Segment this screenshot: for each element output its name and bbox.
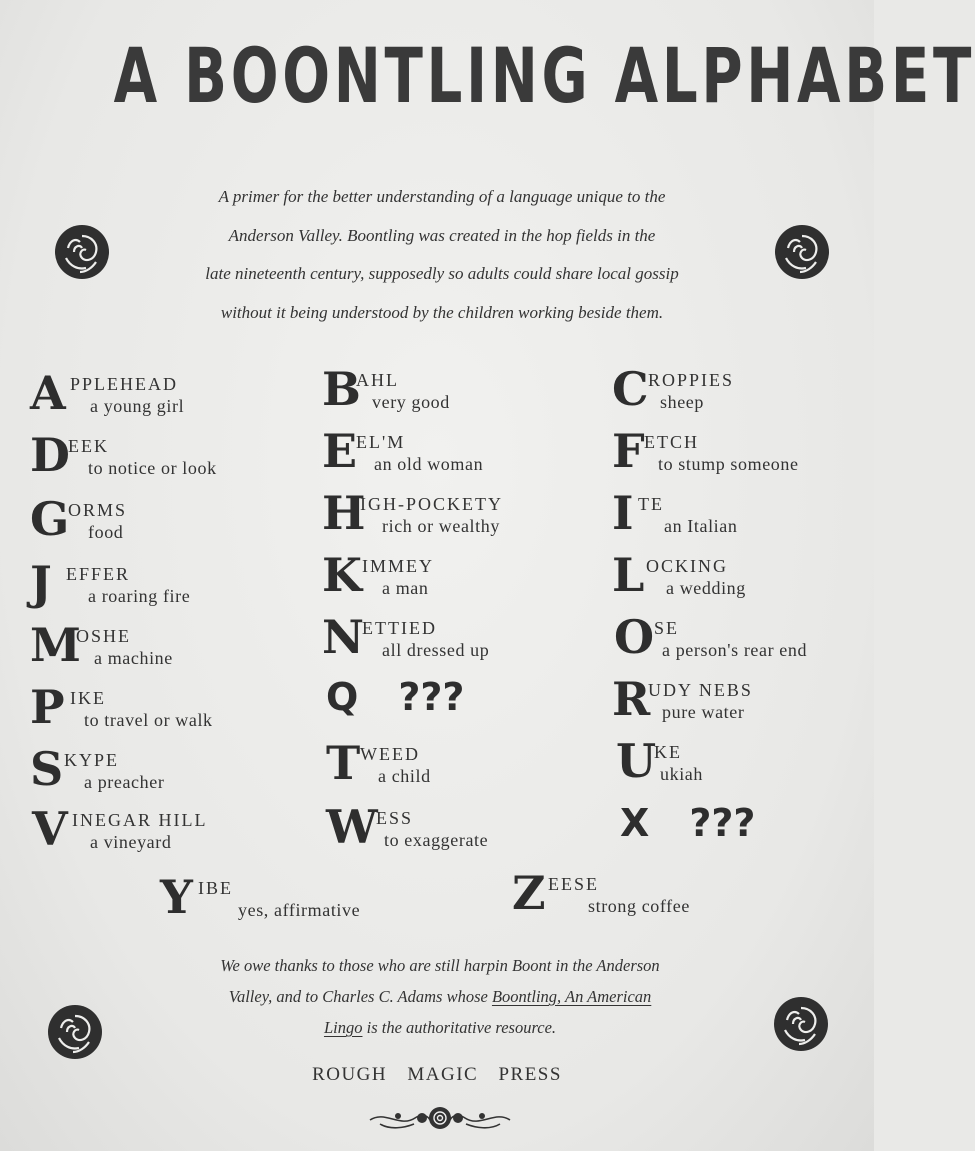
entry-initial: C (612, 362, 649, 416)
intro-line: late nineteenth century, supposedly so adults could share local gossip (205, 264, 679, 283)
entry-u (616, 734, 866, 798)
entry-word: IMMEY (362, 556, 434, 576)
entry-word: ETTIED (362, 618, 437, 638)
entry-initial: K (322, 548, 362, 602)
entry-initial: W (326, 800, 378, 854)
entry-r (612, 672, 862, 736)
entry-initial: U (616, 734, 657, 788)
entry-initial: X (620, 801, 650, 845)
entry-definition: yes, affirmative (238, 900, 361, 920)
rose-ornament-icon (771, 994, 831, 1054)
entry-definition: pure water (662, 702, 745, 722)
entry-definition: a wedding (666, 578, 746, 598)
entry-e (322, 424, 582, 488)
entry-initial: O (614, 610, 655, 664)
entry-z (512, 866, 772, 930)
floral-flourish-icon (360, 1098, 520, 1138)
entry-initial: B (322, 362, 361, 416)
entry-initial: F (612, 424, 645, 478)
acknowledgement-line (160, 1012, 720, 1043)
entry-y (160, 870, 420, 934)
entry-g (30, 492, 290, 556)
entry-initial: N (322, 610, 365, 664)
entry-word: EFFER (66, 564, 131, 584)
entry-x (620, 801, 756, 845)
entry-l (612, 548, 862, 612)
entry-word: TE (638, 494, 664, 514)
entry-word: AHL (356, 370, 399, 390)
entry-definition: food (88, 522, 124, 542)
entry-initial: J (30, 556, 52, 610)
book-title: Lingo (323, 1018, 363, 1037)
entry-j (30, 556, 290, 620)
entry-n (322, 610, 582, 674)
entry-word: UDY NEBS (648, 680, 753, 700)
entry-definition: rich or wealthy (382, 516, 500, 536)
entry-definition: ukiah (660, 764, 703, 784)
entry-initial: H (322, 486, 366, 540)
entry-definition: to notice or look (88, 458, 217, 478)
entry-definition: an old woman (374, 454, 484, 474)
entry-definition: sheep (660, 392, 704, 412)
entry-f (612, 424, 862, 488)
acknowledgement-line: We owe thanks to those who are still harpin Boont in the Anderson (220, 956, 660, 975)
entry-w (326, 800, 586, 864)
entry-definition: strong coffee (588, 896, 690, 916)
entry-definition: a vineyard (90, 832, 172, 852)
entry-initial: P (30, 680, 65, 734)
entry-definition: a person's rear end (662, 640, 808, 660)
entry-word: WEED (360, 744, 420, 764)
entry-word: OSHE (76, 626, 132, 646)
entry-definition: to travel or walk (84, 710, 213, 730)
entry-c (612, 362, 862, 426)
entry-o (614, 610, 864, 674)
entry-initial: V (32, 802, 68, 856)
entry-word: ORMS (68, 500, 128, 520)
intro-paragraph (170, 178, 714, 332)
rose-ornament-icon (772, 222, 832, 282)
entry-word: SE (654, 618, 680, 638)
entry-initial: G (30, 492, 70, 546)
entry-h (322, 486, 582, 550)
entry-word: EL'M (356, 432, 406, 452)
publisher-name: ROUGH MAGIC PRESS (312, 1064, 562, 1085)
entry-word: INEGAR HILL (72, 810, 208, 830)
entry-word: EEK (68, 436, 109, 456)
entry-word: EESE (548, 874, 599, 894)
entry-initial: M (30, 618, 81, 672)
acknowledgement-text: is the authoritative resource. (362, 1018, 557, 1037)
acknowledgement-paragraph (160, 950, 720, 1043)
entry-initial: Z (512, 866, 546, 920)
entry-t (326, 736, 586, 800)
entry-s (30, 742, 290, 806)
entry-m (30, 618, 290, 682)
entry-k (322, 548, 582, 612)
entry-initial: Y (160, 870, 193, 924)
entry-a (30, 366, 290, 430)
rose-ornament-icon (52, 222, 112, 282)
entry-p (30, 680, 290, 744)
acknowledgement-line (160, 981, 720, 1012)
entry-definition: all dressed up (382, 640, 490, 660)
entry-word: IKE (70, 688, 106, 708)
entry-definition: to exaggerate (384, 830, 489, 850)
entry-initial: I (612, 486, 634, 540)
entry-definition: to stump someone (658, 454, 799, 474)
entry-word: OCKING (646, 556, 728, 576)
entry-word: ESS (376, 808, 414, 828)
entry-word: IGH-POCKETY (360, 494, 503, 514)
entry-initial: E (322, 424, 358, 478)
entry-definition: an Italian (664, 516, 738, 536)
entry-word: KYPE (64, 750, 120, 770)
entry-initial: D (30, 428, 70, 482)
entry-definition: very good (372, 392, 450, 412)
book-title: Boontling, An American (491, 987, 652, 1006)
entry-initial: T (326, 736, 361, 790)
entry-initial: Q (326, 675, 359, 719)
entry-definition: a roaring fire (88, 586, 191, 606)
entry-word: KE (654, 742, 682, 762)
entry-d (30, 428, 290, 492)
entry-word: IBE (198, 878, 233, 898)
entry-b (322, 362, 582, 426)
entry-initial: S (30, 742, 64, 796)
entry-definition: a young girl (90, 396, 185, 416)
entry-definition: a machine (94, 648, 173, 668)
entry-word: ??? (689, 801, 756, 845)
entry-definition: a man (382, 578, 429, 598)
rose-ornament-icon (45, 1002, 105, 1062)
entry-initial: R (612, 672, 651, 726)
entry-initial: A (30, 366, 66, 420)
intro-line: Anderson Valley. Boontling was created in the hop fields in the (228, 225, 656, 245)
acknowledgement-text: Valley, and to Charles C. Adams whose (228, 987, 492, 1006)
intro-line: A primer for the better understanding of a language unique to the (218, 187, 666, 206)
entry-word: ETCH (644, 432, 699, 452)
entry-definition: a preacher (84, 772, 165, 792)
entry-v (32, 802, 292, 866)
entry-q (326, 675, 465, 719)
entry-word: ROPPIES (648, 370, 735, 390)
entry-i (612, 486, 862, 550)
entry-word: ??? (398, 675, 465, 719)
entry-initial: L (612, 548, 645, 602)
entry-word: PPLEHEAD (70, 374, 179, 394)
intro-line: without it being understood by the children working beside them. (220, 302, 664, 322)
page-title: A BOONTLING ALPHABET (113, 31, 975, 120)
entry-definition: a child (378, 766, 431, 786)
